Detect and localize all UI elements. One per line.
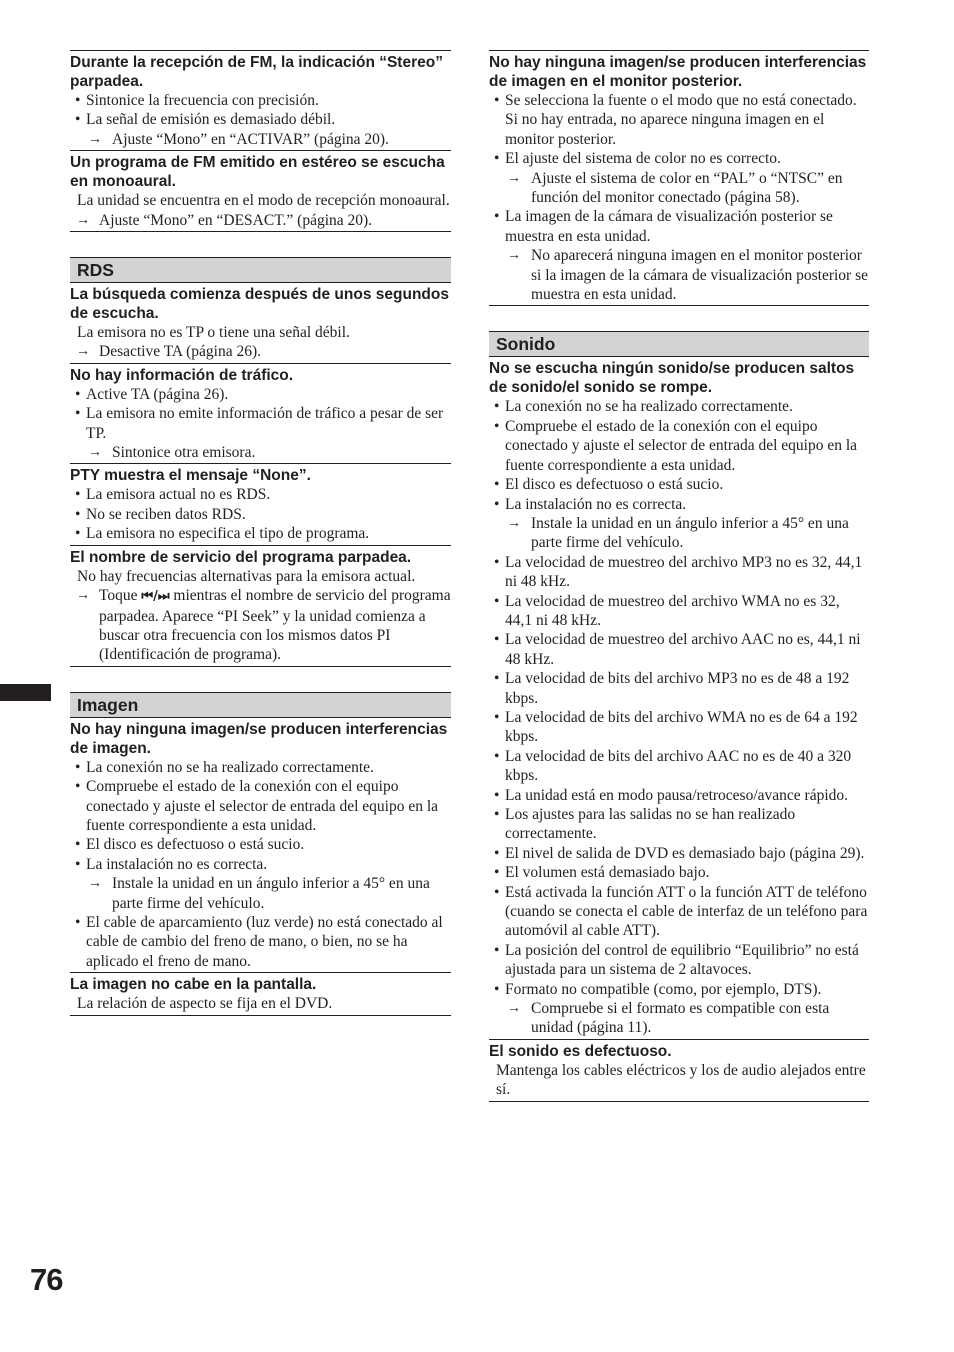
remedy: → Compruebe si el formato es compatible con esta unidad (página 11). [507, 1000, 830, 1037]
section-heading-sonido: Sonido [489, 331, 869, 357]
entry-title: No se escucha ningún sonido/se producen saltos de sonido/el sonido se rompe. [489, 360, 855, 397]
bullet: • La conexión no se ha realizado correctamente. [489, 397, 869, 416]
entry-title: Durante la recepción de FM, la indicación “Stereo” parpadea. [70, 54, 443, 90]
bullet: • La emisora no especifica el tipo de programa. [70, 524, 451, 543]
rds-ps-entry [70, 545, 451, 667]
arrow-icon: → [76, 344, 90, 360]
bullet: • Formato no compatible (como, por ejemplo, DTS). [489, 980, 869, 999]
section-heading-imagen: Imagen [70, 692, 451, 718]
bullet: • La velocidad de bits del archivo MP3 no es de 48 a 192 kbps. [489, 669, 869, 708]
entry-title: El sonido es defectuoso. [489, 1042, 672, 1060]
entry-title: El nombre de servicio del programa parpadea. [70, 548, 412, 566]
left-column [70, 50, 451, 1016]
remedy: → Desactive TA (página 26). [76, 343, 262, 361]
bullet: • La velocidad de bits del archivo WMA no es de 64 a 192 kbps. [489, 708, 869, 747]
fm-mono-entry [70, 150, 451, 232]
arrow-icon: → [507, 515, 521, 531]
remedy: → Sintonice otra emisora. [88, 444, 256, 462]
rds-pty-entry [70, 463, 451, 544]
entry-title: No hay información de tráfico. [70, 366, 294, 384]
entry-title: La imagen no cabe en la pantalla. [70, 976, 317, 994]
section-tab-marker [0, 684, 51, 701]
bullet: • El nivel de salida de DVD es demasiado bajo (página 29). [489, 844, 869, 863]
bullet: • El ajuste del sistema de color no es correcto. [489, 149, 869, 168]
arrow-icon: → [76, 588, 90, 604]
bullet: • El volumen está demasiado bajo. [489, 863, 869, 882]
bullet: • Los ajustes para las salidas no se han realizado correctamente. [489, 805, 869, 844]
entry-title: La búsqueda comienza después de unos segundos de escucha. [70, 286, 449, 323]
remedy: → No aparecerá ninguna imagen en el monitor posterior si la imagen de la cámara de visualización posterior se muestra en esta unidad. [507, 247, 868, 304]
right-column [489, 50, 869, 1102]
entry-text: Mantenga los cables eléctricos y los de audio alejados entre sí. [496, 1061, 866, 1099]
bullet: • Se selecciona la fuente o el modo que no está conectado. Si no hay entrada, no aparece ninguna imagen en el monitor posterior. [489, 91, 869, 149]
remedy: → Toque ⏮/⏭ mientras el nombre de servicio del programa parpadea. Aparece “PI Seek” y la unidad comienza a buscar otra frecuencia con los mismos datos PI (Identificación de programa). [76, 587, 451, 664]
bullet: • La velocidad de muestreo del archivo WMA no es 32, 44,1 ni 48 kHz. [489, 592, 869, 631]
remedy: → Instale la unidad en un ángulo inferior a 45° en una parte firme del vehículo. [88, 875, 430, 912]
bullet: • Está activada la función ATT o la función ATT de teléfono (cuando se conecta el cable de interfaz de un teléfono para automóvil al cable ATT). [489, 883, 869, 941]
bullet: • El disco es defectuoso o está sucio. [489, 475, 869, 494]
entry-title: PTY muestra el mensaje “None”. [70, 467, 311, 485]
bullet: • El cable de aparcamiento (luz verde) no está conectado al cable de cambio del freno de mano, o bien, no se ha aplicado el freno de mano. [70, 913, 451, 971]
bullet: • No se reciben datos RDS. [70, 505, 451, 524]
bullet: • La emisora actual no es RDS. [70, 485, 451, 504]
remedy: → Instale la unidad en un ángulo inferior a 45° en una parte firme del vehículo. [507, 514, 849, 552]
rds-traffic-entry [70, 363, 451, 464]
arrow-icon: → [88, 131, 102, 147]
page-number: 76 [30, 1262, 63, 1297]
bullet: • La posición del control de equilibrio “Equilibrio” no está ajustada para un sistema de 2 altavoces. [489, 941, 869, 980]
bullet: • La velocidad de muestreo del archivo MP3 no es 32, 44,1 ni 48 kHz. [489, 553, 869, 592]
sonido-none-entry [489, 357, 869, 1038]
imagen-fit-entry [70, 972, 451, 1015]
monitor-entry [489, 50, 869, 306]
rds-search-entry [70, 283, 451, 363]
entry-text: La emisora no es TP o tiene una señal débil. [77, 324, 350, 342]
bullet: • Compruebe el estado de la conexión con el equipo conectado y ajuste el selector de entrada del equipo en la fuente correspondiente a esta unidad. [70, 777, 451, 835]
arrow-icon: → [88, 445, 102, 461]
prev-next-icon: ⏮/⏭ [141, 589, 170, 605]
bullet: • La instalación no es correcta. [489, 495, 869, 514]
bullet: • Compruebe el estado de la conexión con el equipo conectado y ajuste el selector de entrada del equipo en la fuente correspondiente a esta unidad. [489, 417, 869, 475]
entry-title: Un programa de FM emitido en estéreo se escucha en monoaural. [70, 154, 445, 191]
bullet: • La velocidad de bits del archivo AAC no es de 40 a 320 kbps. [489, 747, 869, 786]
bullet: • Active TA (página 26). [70, 385, 451, 404]
bullet: • La emisora no emite información de tráfico a pesar de ser TP. [70, 404, 451, 443]
bullet: • La señal de emisión es demasiado débil. [70, 110, 451, 129]
remedy: → Ajuste “Mono” en “DESACT.” (página 20). [76, 211, 373, 229]
entry-title: No hay ninguna imagen/se producen interferencias de imagen en el monitor posterior. [489, 54, 867, 90]
arrow-icon: → [88, 876, 102, 892]
entry-text: La relación de aspecto se fija en el DVD. [77, 995, 333, 1013]
entry-title: No hay ninguna imagen/se producen interferencias de imagen. [70, 720, 448, 757]
section-heading-rds: RDS [70, 257, 451, 283]
remedy: → Ajuste “Mono” en “ACTIVAR” (página 20). [88, 130, 389, 148]
arrow-icon: → [507, 1001, 521, 1017]
arrow-icon: → [507, 248, 521, 264]
bullet: • La conexión no se ha realizado correctamente. [70, 758, 451, 777]
bullet: • La unidad está en modo pausa/retroceso/avance rápido. [489, 786, 869, 805]
imagen-none-entry [70, 718, 451, 972]
entry-text: La unidad se encuentra en el modo de recepción monoaural. [77, 192, 450, 210]
bullet: • Sintonice la frecuencia con precisión. [70, 91, 451, 110]
remedy: → Ajuste el sistema de color en “PAL” o “NTSC” en función del monitor conectado (página 58). [507, 169, 843, 207]
fm-stereo-entry [70, 50, 451, 150]
arrow-icon: → [76, 212, 90, 228]
arrow-icon: → [507, 170, 521, 186]
bullet: • La velocidad de muestreo del archivo AAC no es, 44,1 ni 48 kHz. [489, 630, 869, 669]
bullet: • La imagen de la cámara de visualización posterior se muestra en esta unidad. [489, 207, 869, 246]
bullet: • El disco es defectuoso o está sucio. [70, 835, 451, 854]
sonido-defectuoso-entry [489, 1039, 869, 1102]
entry-text: No hay frecuencias alternativas para la emisora actual. [77, 567, 416, 585]
bullet: • La instalación no es correcta. [70, 855, 451, 874]
